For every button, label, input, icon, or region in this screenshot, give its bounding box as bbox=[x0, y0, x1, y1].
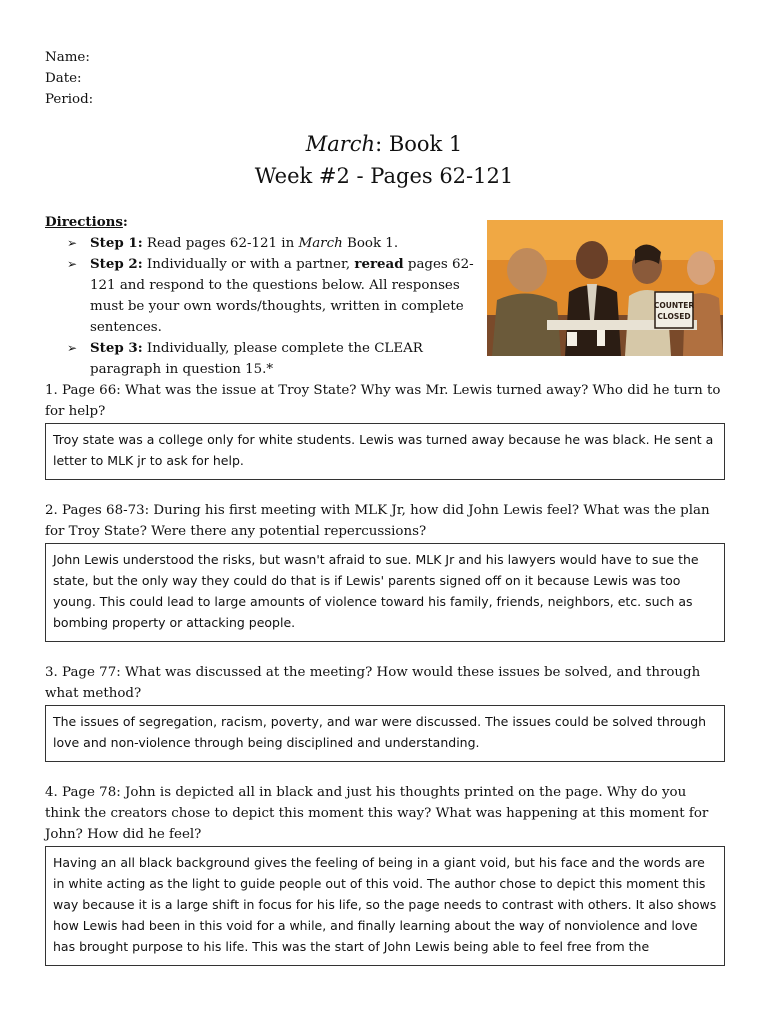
book-title-rest: : Book 1 bbox=[375, 132, 463, 156]
svg-text:CLOSED: CLOSED bbox=[657, 312, 691, 321]
step-2-text-end: pages 62-121 and respond to the questions below. All responses must be your own words/thoughts, written in complete sentences. bbox=[90, 257, 474, 335]
title-block bbox=[0, 128, 768, 192]
directions-colon: : bbox=[122, 214, 128, 230]
week-title: Week #2 - Pages 62-121 bbox=[254, 164, 514, 188]
step-1-text: Read pages 62-121 in bbox=[142, 236, 299, 251]
student-info-fields bbox=[45, 47, 93, 110]
svg-text:COUNTER: COUNTER bbox=[653, 301, 695, 310]
directions-heading-line bbox=[45, 212, 480, 233]
date-label: Date: bbox=[45, 71, 82, 86]
question-4: 4. Page 78: John is depicted all in black and just his thoughts printed on the page. Why do you think the creators chose to depict this moment this way? What was happening at this moment for John? How did he feel? bbox=[45, 785, 709, 842]
lunch-counter-illustration bbox=[487, 220, 723, 356]
question-3: 3. Page 77: What was discussed at the meeting? How would these issues be solved, and through what method? bbox=[45, 665, 701, 701]
step-3 bbox=[45, 338, 480, 380]
book-title bbox=[0, 128, 768, 160]
question-1: 1. Page 66: What was the issue at Troy State? Why was Mr. Lewis turned away? Who did he turn to for help? bbox=[45, 383, 721, 419]
answer-box-2[interactable]: John Lewis understood the risks, but wasn't afraid to sue. MLK Jr and his lawyers would have to sue the state, but the only way they could do that is if Lewis' parents signed off on it because Lewis was too young. This could lead to large amounts of violence toward his family, friends, neighbors, etc. such as bombing property or attacking people. bbox=[45, 543, 725, 642]
step-1 bbox=[45, 233, 480, 254]
step-1-label: Step 1: bbox=[90, 235, 143, 251]
question-2: 2. Pages 68-73: During his first meeting with MLK Jr, how did John Lewis feel? What was the plan for Troy State? Were there any potential repercussions? bbox=[45, 503, 710, 539]
arrow-bullet-icon: ➢ bbox=[67, 341, 78, 355]
step-3-text: Individually, please complete the CLEAR paragraph in question 15.* bbox=[90, 341, 423, 377]
answer-box-4[interactable]: Having an all black background gives the feeling of being in a giant void, but his face and the words are in white acting as the light to guide people out of this void. The author chose to depict this moment this way because it is a large shift in focus for his life, so the page needs to contrast with others. It also shows how Lewis had been in this void for a while, and finally learning about the way of nonviolence and love has brought purpose to his life. This was the start of John Lewis being able to feel free from the bbox=[45, 846, 725, 966]
directions-heading: Directions bbox=[45, 214, 123, 230]
step-1-book-italic: March bbox=[298, 236, 343, 251]
directions-section bbox=[45, 212, 480, 380]
step-3-label: Step 3: bbox=[90, 340, 143, 356]
answer-box-3[interactable]: The issues of segregation, racism, poverty, and war were discussed. The issues could be solved through love and non-violence through being disciplined and understanding. bbox=[45, 705, 725, 762]
step-1-text-end: Book 1. bbox=[342, 236, 399, 251]
step-2 bbox=[45, 254, 480, 338]
period-label: Period: bbox=[45, 92, 94, 107]
book-title-italic: March bbox=[305, 132, 376, 156]
comic-illustration bbox=[487, 220, 723, 356]
step-2-bold-word: reread bbox=[354, 256, 404, 272]
arrow-bullet-icon: ➢ bbox=[67, 236, 78, 250]
step-2-label: Step 2: bbox=[90, 256, 143, 272]
step-2-text: Individually or with a partner, bbox=[142, 257, 355, 272]
answer-box-1[interactable]: Troy state was a college only for white students. Lewis was turned away because he was black. He sent a letter to MLK jr to ask for help. bbox=[45, 423, 725, 480]
arrow-bullet-icon: ➢ bbox=[67, 257, 78, 271]
name-label: Name: bbox=[45, 50, 90, 65]
